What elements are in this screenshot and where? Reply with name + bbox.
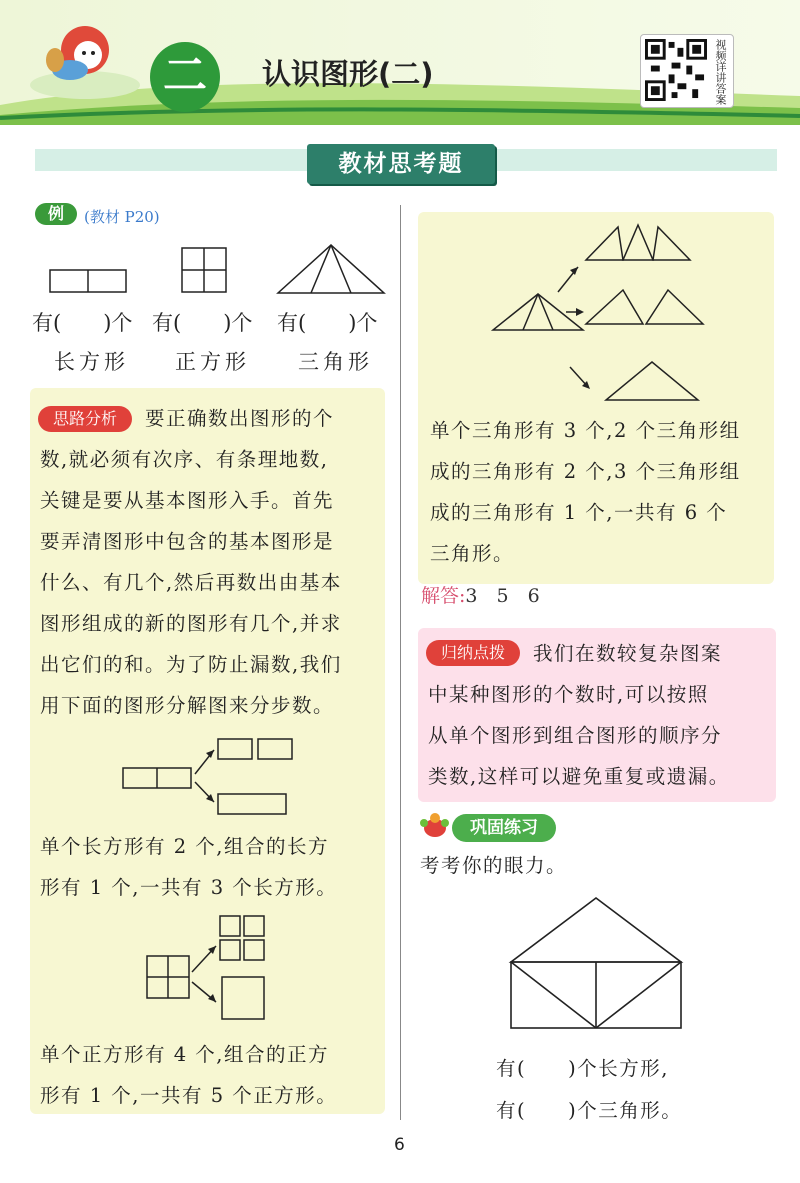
example-square-figure bbox=[182, 248, 226, 292]
column-divider bbox=[400, 205, 401, 1120]
analysis-line: 要弄清图形中包含的基本图形是 bbox=[40, 530, 335, 553]
analysis-line: 出它们的和。为了防止漏数,我们 bbox=[40, 653, 342, 676]
answer-values: 3 5 6 bbox=[465, 585, 540, 607]
analysis-line: 用下面的图形分解图来分步数。 bbox=[40, 694, 335, 717]
practice-badge: 巩固练习 bbox=[452, 814, 556, 842]
practice-question-rectangles: 有( )个长方形, bbox=[496, 1057, 669, 1080]
chapter-title: 认识图形(二) bbox=[262, 57, 434, 91]
triangle-decomposition-diagram bbox=[418, 212, 774, 407]
answer bbox=[421, 581, 540, 608]
chapter-number: 二 bbox=[150, 42, 220, 112]
qr-code-icon bbox=[645, 39, 707, 101]
practice-figure bbox=[505, 890, 685, 1030]
triangle-summary-line: 三角形。 bbox=[430, 542, 515, 565]
tip-line: 从单个图形到组合图形的顺序分 bbox=[428, 724, 723, 747]
caption-triangle: 三角形 bbox=[298, 350, 373, 374]
qr-label: 视频详讲答案 bbox=[714, 39, 727, 105]
example-rectangle-figure bbox=[50, 270, 126, 292]
practice-question-triangles: 有( )个三角形。 bbox=[496, 1099, 683, 1122]
section-title: 教材思考题 bbox=[307, 144, 495, 184]
tip-line: 我们在数较复杂图案 bbox=[533, 642, 723, 665]
practice-prompt: 考考你的眼力。 bbox=[420, 854, 568, 877]
analysis-line: 什么、有几个,然后再数出由基本 bbox=[40, 571, 342, 594]
tip-line: 中某种图形的个数时,可以按照 bbox=[428, 683, 709, 706]
blank-square: 有( )个 bbox=[152, 311, 253, 335]
triangle-summary-line: 成的三角形有 2 个,3 个三角形组 bbox=[430, 460, 741, 483]
analysis-line: 关键是要从基本图形入手。首先 bbox=[40, 489, 335, 512]
example-badge: 例 bbox=[35, 203, 77, 225]
rect-summary-line: 单个长方形有 2 个,组合的长方 bbox=[40, 835, 330, 858]
example-reference: (教材 P20) bbox=[84, 208, 160, 226]
rect-summary-line: 形有 1 个,一共有 3 个长方形。 bbox=[40, 876, 338, 899]
rectangle-decomposition-diagram bbox=[110, 730, 310, 825]
blank-triangle: 有( )个 bbox=[277, 311, 378, 335]
square-decomposition-diagram bbox=[130, 912, 290, 1027]
analysis-line: 数,就必须有次序、有条理地数, bbox=[40, 448, 329, 471]
blank-rectangle: 有( )个 bbox=[32, 311, 133, 335]
caption-square: 正方形 bbox=[175, 350, 250, 374]
square-summary-line: 形有 1 个,一共有 5 个正方形。 bbox=[40, 1084, 338, 1107]
analysis-line: 图形组成的新的图形有几个,并求 bbox=[40, 612, 342, 635]
square-summary-line: 单个正方形有 4 个,组合的正方 bbox=[40, 1043, 330, 1066]
triangle-summary-line: 单个三角形有 3 个,2 个三角形组 bbox=[430, 419, 741, 442]
caption-rectangle: 长方形 bbox=[54, 350, 129, 374]
page-number: 6 bbox=[394, 1135, 405, 1155]
qr-code-box[interactable] bbox=[640, 34, 734, 108]
answer-label: 解答: bbox=[421, 585, 466, 607]
analysis-line: 要正确数出图形的个 bbox=[145, 407, 335, 430]
triangle-summary-line: 成的三角形有 1 个,一共有 6 个 bbox=[430, 501, 728, 524]
example-figures bbox=[0, 235, 400, 305]
analysis-badge: 思路分析 bbox=[38, 406, 132, 432]
tip-line: 类数,这样可以避免重复或遗漏。 bbox=[428, 765, 730, 788]
tip-badge: 归纳点拨 bbox=[426, 640, 520, 666]
example-triangle-figure bbox=[278, 245, 384, 293]
turtle-icon bbox=[418, 811, 452, 841]
